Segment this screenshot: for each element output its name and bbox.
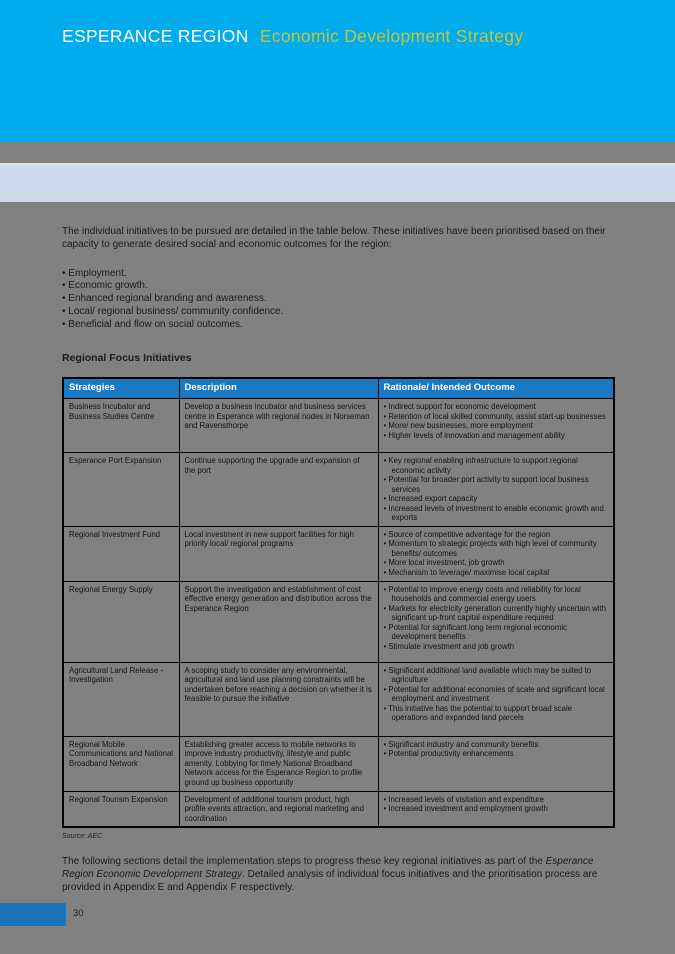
outcome-bullet: • Retention of local skilled community, assist start-up businesses [383, 411, 606, 421]
closing-text-pre: The following sections detail the implementation steps to progress these key regional initiatives as part of the [62, 855, 546, 867]
outcome-cell [378, 662, 614, 736]
table-row [63, 662, 614, 736]
outcome-bullet: • Potential for broader port activity to support local business services [383, 475, 589, 494]
strategy-cell: Regional Tourism Expansion [63, 791, 179, 827]
column-header-strategies: Strategies [63, 378, 179, 398]
page-number: 30 [73, 908, 84, 919]
page-content [62, 226, 613, 894]
table-row [63, 526, 614, 581]
intro-bullet: • Employment. [62, 267, 127, 279]
strategy-cell: Esperance Port Expansion [63, 453, 179, 527]
page-title-region: ESPERANCE REGION [62, 26, 249, 46]
table-header-row [63, 378, 614, 398]
outcome-bullet: • Increased levels of investment to enable economic growth and exports [383, 503, 604, 523]
outcome-bullet: • Markets for electricity generation currently highly uncertain with significant up-front capital expenditure required [383, 603, 606, 623]
intro-bullet: • Enhanced regional branding and awareness. [62, 293, 267, 305]
page-title-strategy: Economic Development Strategy [259, 26, 524, 46]
initiatives-table-body [63, 399, 614, 828]
header-subband [0, 163, 675, 202]
table-row [63, 736, 614, 791]
strategy-cell: Business Incubator and Business Studies Centre [63, 399, 179, 453]
outcome-bullet: • Increased levels of visitation and expenditure [383, 794, 544, 804]
table-row [63, 791, 614, 827]
description-cell: Develop a business incubator and business services centre in Esperance with regional nodes in Norseman and Ravensthorpe [179, 399, 378, 453]
column-header-description: Description [179, 378, 378, 398]
outcome-bullet: • Potential productivity enhancements [383, 749, 514, 759]
table-row [63, 581, 614, 662]
table-heading: Regional Focus Initiatives [62, 351, 192, 364]
table-row [63, 453, 614, 527]
intro-bullet: • Local/ regional business/ community confidence. [62, 305, 284, 317]
strategy-cell: Regional Mobile Communications and National Broadband Network [63, 736, 179, 791]
footer-color-bar [0, 903, 66, 926]
outcome-bullet: • Increased investment and employment growth [383, 804, 548, 814]
closing-text-post: . Detailed analysis of individual focus initiatives and the prioritisation process are provided in Appendix E and Appendix F respectively. [62, 868, 598, 893]
description-cell: Development of additional tourism product, high profile events attraction, and regional marketing and coordination [179, 791, 378, 827]
description-cell: Support the investigation and establishment of cost effective energy generation and distribution across the Esperance Region [179, 581, 378, 662]
strategy-cell: Regional Investment Fund [63, 526, 179, 581]
table-row [63, 399, 614, 453]
outcome-cell [378, 791, 614, 827]
outcome-bullet: • Momentum to strategic projects with high level of community benefits/ outcomes [383, 539, 597, 558]
description-cell: A scoping study to consider any environmental, agricultural and land use planning constraints will be undertaken before reaching a decision on whether it is feasible to pursue the initiative [179, 662, 378, 736]
initiatives-table [62, 377, 615, 828]
outcome-bullet: • Increased export capacity [383, 494, 478, 504]
outcome-bullet: • Key regional enabling infrastructure to support regional economic activity [383, 456, 578, 475]
outcome-bullet: • Potential to improve energy costs and reliability for local households and commercial energy users [383, 584, 581, 604]
description-cell: Local investment in new support facilities for high priority local/ regional programs [179, 526, 378, 581]
intro-bullet: • Beneficial and flow on social outcomes. [62, 318, 243, 330]
outcome-bullet: • Potential for additional economies of scale and significant local employment and investment [383, 684, 605, 704]
intro-bullet: • Economic growth. [62, 280, 148, 292]
outcome-bullet: • Mechanism to leverage/ maximise local capital [383, 567, 550, 577]
outcome-cell [378, 453, 614, 527]
outcome-bullet: • Potential for significant long term regional economic development benefits [383, 622, 567, 642]
outcome-bullet: • Stimulate investment and job growth [383, 641, 515, 651]
strategy-cell: Agricultural Land Release - Investigation [63, 662, 179, 736]
outcome-cell [378, 581, 614, 662]
outcome-cell [378, 399, 614, 453]
outcome-bullet: • Higher levels of innovation and management ability [383, 430, 565, 440]
outcome-cell [378, 526, 614, 581]
intro-paragraph: The individual initiatives to be pursued are detailed in the table below. These initiatives have been prioritised based on their capacity to generate desired social and economic outcomes for the region: [62, 226, 606, 250]
page-title [62, 26, 523, 47]
source-note: Source: AEC [62, 833, 103, 841]
outcome-bullet: • More local investment, job growth [383, 558, 505, 568]
description-cell: Establishing greater access to mobile networks to improve industry productivity, lifestyle and public amenity. Lobbying for timely National Broadband Network access for the Esperance Region to profile ground up business opportunity [179, 736, 378, 791]
outcome-bullet: • Significant additional land available which may be suited to agriculture [383, 665, 592, 685]
outcome-bullet: • Source of competitive advantage for the region [383, 529, 551, 539]
outcome-bullet: • Significant industry and community benefits [383, 739, 539, 749]
description-cell: Continue supporting the upgrade and expansion of the port [179, 453, 378, 527]
strategy-cell: Regional Energy Supply [63, 581, 179, 662]
outcome-bullet: • More/ new businesses, more employment [383, 421, 533, 431]
outcome-bullet: • Indirect support for economic development [383, 402, 536, 412]
column-header-rationale: Rationale/ Intended Outcome [378, 378, 614, 398]
outcome-bullet: • This initiative has the potential to support broad scale operations and expanded land parcels [383, 703, 573, 723]
closing-text-strategy-name: Esperance Region Economic Development Strategy [62, 855, 594, 880]
outcome-cell [378, 736, 614, 791]
closing-paragraph [62, 856, 613, 894]
header-band [0, 0, 675, 142]
intro-bullet-list [62, 268, 613, 332]
